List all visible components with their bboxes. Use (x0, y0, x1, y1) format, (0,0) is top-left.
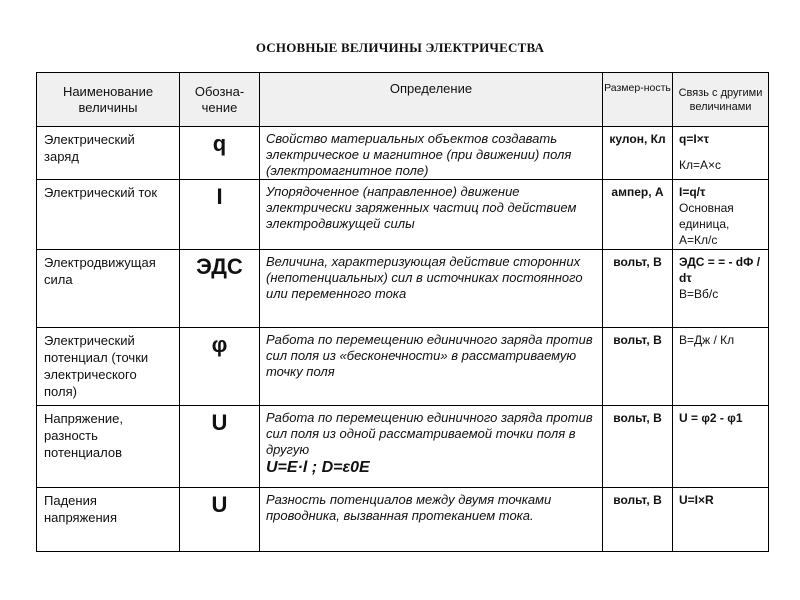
row-name: Падения напряжения (37, 488, 180, 552)
header-unit: Размер-ность (603, 73, 673, 127)
header-relation: Связь с другими величинами (673, 73, 769, 127)
page-title: ОСНОВНЫЕ ВЕЛИЧИНЫ ЭЛЕКТРИЧЕСТВА (255, 40, 545, 55)
table-row (37, 328, 769, 406)
row-definition: Свойство материальных объектов создавать электрическое и магнитное (при движении) поля (электромагнитное поле) (260, 127, 603, 180)
relation-formula: I=q/τ (679, 185, 706, 199)
row-symbol: ЭДС (180, 250, 260, 328)
row-relation (673, 406, 769, 488)
row-symbol: U (180, 488, 260, 552)
row-name: Электродвижущая сила (37, 250, 180, 328)
relation-units: Кл=А×с (679, 158, 722, 172)
row-symbol: φ (180, 328, 260, 406)
relation-formula: U = φ2 - φ1 (679, 411, 743, 425)
row-definition: Работа по перемещению единичного заряда против сил поля из «бесконечности» в рассматриваемую точку поля (260, 328, 603, 406)
table-row (37, 250, 769, 328)
row-symbol: I (180, 180, 260, 250)
quantities-table (36, 72, 769, 552)
relation-formula: U=I×R (679, 493, 714, 507)
row-symbol: U (180, 406, 260, 488)
definition-text: Работа по перемещению единичного заряда против сил поля из одной рассматриваемой точки поля в другую (266, 410, 593, 457)
relation-units: В=Дж / Кл (679, 333, 735, 347)
row-unit: вольт, В (603, 328, 673, 406)
relation-formula: q=I×τ (679, 132, 710, 146)
row-name: Электрический заряд (37, 127, 180, 180)
row-relation (673, 180, 769, 250)
row-unit: ампер, А (603, 180, 673, 250)
relation-units: В=Вб/с (679, 287, 719, 301)
row-name: Электрический ток (37, 180, 180, 250)
row-symbol: q (180, 127, 260, 180)
relation-formula: ЭДС = = - dФ / dτ (679, 255, 761, 285)
row-definition: Величина, характеризующая действие сторонних (непотенциальных) сил в источниках постоянного или переменного тока (260, 250, 603, 328)
row-unit: вольт, В (603, 250, 673, 328)
row-definition: Разность потенциалов между двумя точками проводника, вызванная протеканием тока. (260, 488, 603, 552)
table-header-row (37, 73, 769, 127)
row-unit: кулон, Кл (603, 127, 673, 180)
relation-units: Основная единица, А=Кл/с (679, 201, 734, 247)
table-row (37, 406, 769, 488)
table-row (37, 488, 769, 552)
row-name: Напряжение, разность потенциалов (37, 406, 180, 488)
row-relation (673, 250, 769, 328)
row-unit: вольт, В (603, 488, 673, 552)
header-name: Наименование величины (37, 73, 180, 127)
row-unit: вольт, В (603, 406, 673, 488)
row-relation (673, 488, 769, 552)
row-relation (673, 328, 769, 406)
row-definition (260, 406, 603, 488)
definition-formula: U=E·l ; D=ε0E (266, 459, 370, 476)
table-row (37, 180, 769, 250)
table-row (37, 127, 769, 180)
row-definition: Упорядоченное (направленное) движение электрически заряженных частиц под действием электродвижущей силы (260, 180, 603, 250)
header-definition: Определение (260, 73, 603, 127)
row-relation (673, 127, 769, 180)
header-symbol: Обозна-чение (180, 73, 260, 127)
row-name: Электрический потенциал (точки электрического поля) (37, 328, 180, 406)
